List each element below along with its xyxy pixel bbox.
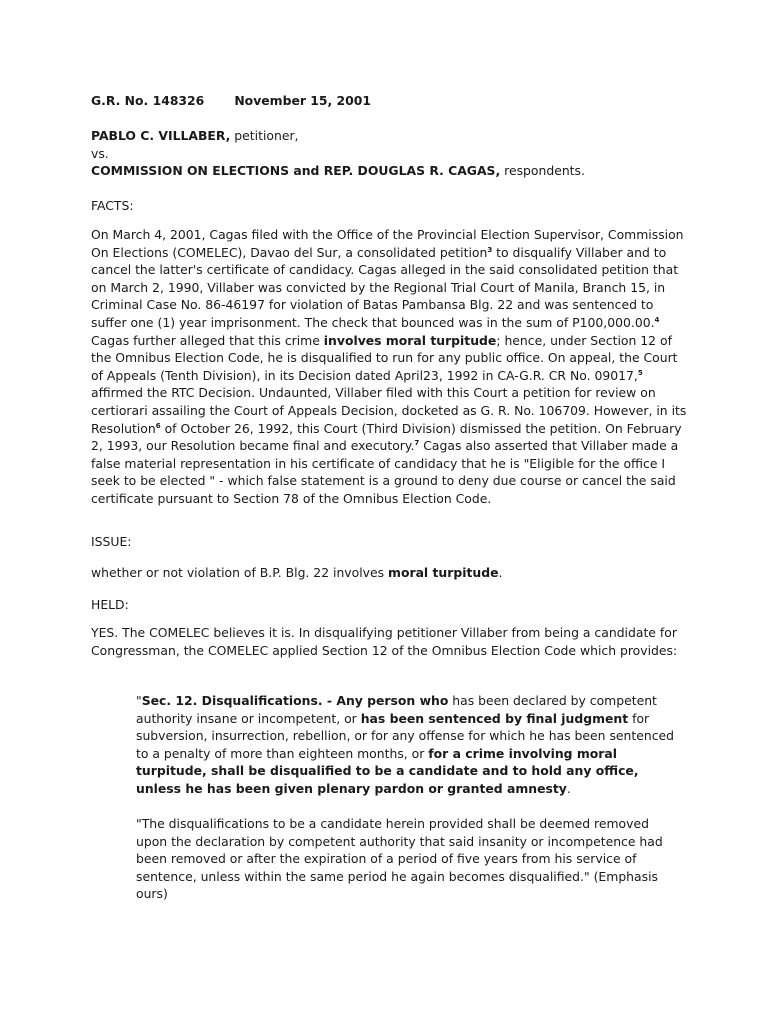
facts-text-6: of October 26, 1992, this Court (Third Division) dismissed the petition. On February 2, 1993, our Resolution became final and executory. [91,420,682,454]
facts-text-4: ; hence, under Section 12 of the Omnibus Election Code, he is disqualified to run for any public office. On appeal, the Court of Appeals (Tenth Division), in its Decision dated April23, 1992 in CA-G.R. CR No. 09017, [91,332,678,383]
facts-text-5: affirmed the RTC Decision. Undaunted, Villaber filed with this Court a petition for review on certiorari assailing the Court of Appeals Decision, docketed as G. R. No. 106709. However, in its Resolution [91,385,687,436]
respondents-name: COMMISSION ON ELECTIONS and REP. DOUGLAS R. CAGAS, [91,163,501,178]
gr-number: G.R. No. 148326 [91,93,205,108]
quote-bold-2: has been sentenced by final judgment [360,710,629,726]
quote-section-12 [136,692,676,798]
quote-end: . [566,780,571,796]
facts-heading: FACTS: [91,198,134,213]
footnote-7: 7 [414,439,420,448]
footnote-4: 4 [654,315,660,324]
issue-text: whether or not violation of B.P. Blg. 22 involves [91,565,389,580]
quote-text-2: for subversion, insurrection, rebellion, or for any offense for which he has been sentenced to a penalty of more than eighteen months, or [136,710,675,761]
facts-text-3: Cagas further alleged that this crime [91,332,324,348]
respondents-line [91,162,691,180]
held-paragraph: YES. The COMELEC believes it is. In disqualifying petitioner Villaber from being a candidate for Congressman, the COMELEC applied Section 12 of the Omnibus Election Code which provides: [91,625,678,658]
quote-bold-1: Sec. 12. Disqualifications. - Any person who [141,693,449,708]
footnote-3: 3 [487,245,493,254]
issue-paragraph [91,564,691,582]
quote-open: " [136,693,142,708]
petitioner-name: PABLO C. VILLABER, [91,128,231,143]
footnote-6: 6 [155,421,161,430]
versus-line: vs. [91,146,109,161]
quote-bold-3: for a crime involving moral turpitude, shall be disqualified to be a candidate and to hold any office, unless he has been given plenary pardon or granted amnesty [136,745,639,796]
facts-text-1: On March 4, 2001, Cagas filed with the Office of the Provincial Election Supervisor, Commission On Elections (COMELEC), Davao del Sur, a consolidated petition [91,227,684,260]
issue-bold: moral turpitude [388,565,499,580]
facts-text-2: to disqualify Villaber and to cancel the latter's certificate of candidacy. Cagas alleged in the said consolidated petition that on March 2, 1990, Villaber was convicted by the Regional Trial Court of Manila, Branch 15, in Criminal Case No. 86-46197 for violation of Batas Pambansa Blg. 22 and was sentenced to suffer one (1) year imprisonment. The check that bounced was in the sum of P100,000.00. [91,244,679,330]
petitioner-line [91,127,691,145]
quote-text-1: has been declared by competent authority insane or incompetent, or [136,693,657,726]
issue-end: . [498,565,503,580]
respondents-role: respondents. [500,163,585,178]
held-heading: HELD: [91,597,129,612]
facts-text-7: Cagas also asserted that Villaber made a false material representation in his certificate of candidacy that he is "Eligible for the office I seek to be elected " - which false statement is a ground to deny due course or cancel the said certificate pursuant to Section 78 of the Omnibus Election Code. [91,438,679,506]
petitioner-role: petitioner, [230,128,299,143]
quote-disqualifications-removed: "The disqualifications to be a candidate herein provided shall be deemed removed upon the declaration by competent authority that said insanity or incompetence had been removed or after the expiration of a period of five years from his service of sentence, unless within the same period he again becomes disqualified." (Emphasis ours) [136,816,663,902]
facts-bold-moral-turpitude: involves moral turpitude [323,332,497,348]
case-header [91,92,691,110]
facts-paragraph [91,226,689,508]
footnote-5: 5 [637,368,643,377]
issue-heading: ISSUE: [91,534,132,549]
decision-date: November 15, 2001 [234,93,372,108]
